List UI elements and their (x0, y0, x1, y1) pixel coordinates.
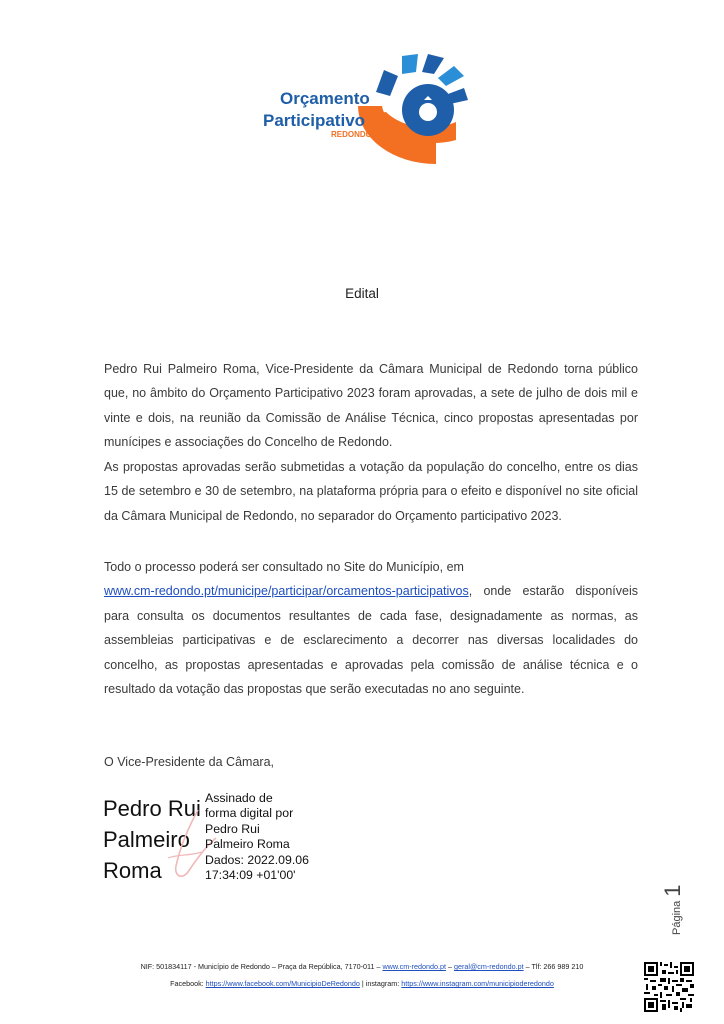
qr-code-icon (644, 962, 694, 1012)
digital-signature-info (205, 791, 309, 883)
signature-name-line: Pedro Rui (103, 796, 201, 821)
signature-name-line: Roma (103, 858, 162, 883)
footer-nif-address: NIF: 501834117 - Município de Redondo – Praça da República, 7170-011 – (140, 962, 381, 971)
page-number (660, 875, 688, 935)
signature-info-line: Palmeiro Roma (205, 837, 290, 852)
paragraph-announcement: Pedro Rui Palmeiro Roma, Vice-Presidente da Câmara Municipal de Redondo torna público que, no âmbito do Orçamento Participativo 2023 foram aprovadas, a sete de julho de dois mil e vinte e dois, na reunião da Comissão de Análise Técnica, cinco propostas apresentadas por munícipes e associações do Concelho de Redondo. (104, 362, 638, 450)
signature-info-line: Dados: 2022.09.06 (205, 852, 309, 867)
page-label: Página (671, 900, 683, 935)
logo-text-participativo: Participativo (263, 111, 366, 130)
footer-phone: – Tlf: 266 989 210 (525, 962, 584, 971)
participatory-budget-link[interactable]: www.cm-redondo.pt/municipe/participar/orcamentos-participativos (104, 584, 469, 599)
logo-text-orcamento: Orçamento (280, 89, 370, 108)
closing-line: O Vice-Presidente da Câmara, (104, 755, 274, 769)
logo-graphic (258, 52, 468, 168)
footer-instagram-label: | instagram: (361, 979, 400, 988)
document-title: Edital (345, 286, 379, 301)
footer-contact-line (0, 962, 724, 971)
signature-info-line: forma digital por (205, 806, 294, 821)
footer-email-link[interactable]: geral@cm-redondo.pt (453, 962, 524, 971)
footer-separator: – (447, 962, 452, 971)
paragraph-process (104, 555, 638, 701)
paragraph-process-intro: Todo o processo poderá ser consultado no Site do Município, em (104, 560, 464, 574)
footer-instagram-link[interactable]: https://www.instagram.com/municipioderedondo (401, 979, 554, 988)
footer-social-line (0, 979, 724, 988)
qr-code-graphic (644, 962, 694, 1012)
orcamento-participativo-logo (258, 52, 468, 168)
footer-facebook-label: Facebook: (170, 979, 204, 988)
signature-info-line: 17:34:09 +01'00' (205, 868, 296, 883)
page-number-value: 1 (660, 884, 685, 897)
signature-info-line: Assinado de (205, 791, 273, 805)
paragraph-voting: As propostas aprovadas serão submetidas a votação da população do concelho, entre os dias 15 de setembro e 30 de setembro, na plataforma própria para o efeito e disponível no site oficial da Câmara Municipal de Redondo, no separador do Orçamento participativo 2023. (104, 460, 638, 523)
footer-website-link[interactable]: www.cm-redondo.pt (382, 962, 446, 971)
logo-text-redondo: REDONDO (331, 130, 372, 139)
paragraph-process-rest: , onde estarão disponíveis para consulta os documentos resultantes de cada fase, designadamente as normas, as assembleias participativas e de esclarecimento a decorrer nas diversas localidades do concelho, as propostas apresentadas e aprovadas pela comissão de análise técnica e o resultado da votação das propostas que serão executadas no ano seguinte. (104, 584, 638, 697)
footer-facebook-link[interactable]: https://www.facebook.com/MunicipioDeRedondo (205, 979, 360, 988)
signature-name-line: Palmeiro (103, 827, 190, 852)
signature-info-line: Pedro Rui (205, 821, 260, 836)
